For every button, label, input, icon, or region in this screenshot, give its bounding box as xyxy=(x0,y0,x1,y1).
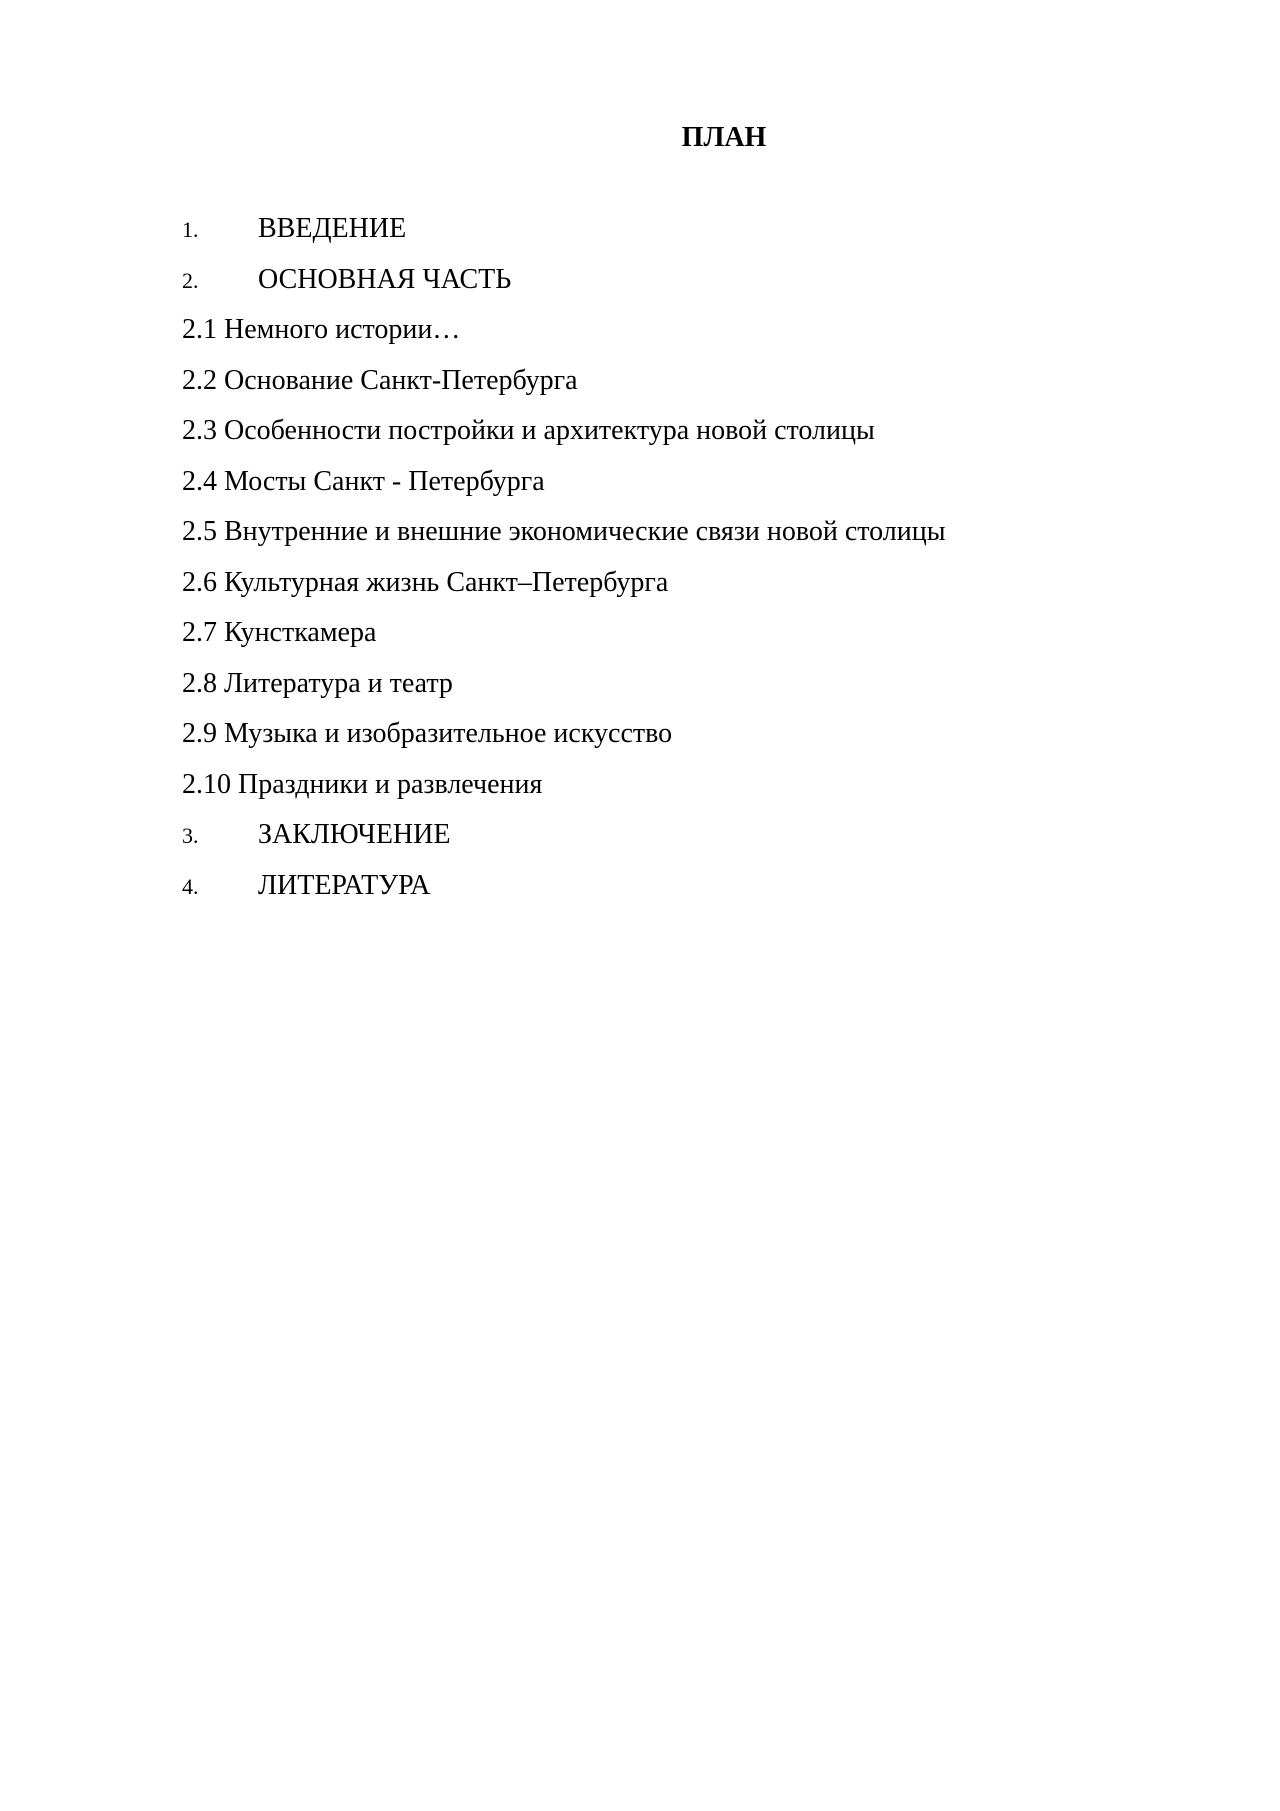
toc-item-label: 2.5 Внутренние и внешние экономические связи новой столицы xyxy=(182,516,946,547)
toc-item-introduction xyxy=(182,209,1182,260)
toc-item-2-2 xyxy=(182,361,1182,412)
toc-item-literature xyxy=(182,866,1182,917)
toc-item-number: 1. xyxy=(182,217,199,242)
toc-item-2-7 xyxy=(182,613,1182,664)
page-title: ПЛАН xyxy=(681,122,767,153)
toc-item-conclusion xyxy=(182,815,1182,866)
toc-item-main-part xyxy=(182,260,1182,311)
toc-item-label: ЗАКЛЮЧЕНИЕ xyxy=(258,819,451,850)
toc-item-2-3 xyxy=(182,411,1182,462)
toc-item-label: 2.3 Особенности постройки и архитектура новой столицы xyxy=(182,415,875,446)
toc-item-label: 2.7 Кунсткамера xyxy=(182,617,377,648)
toc-item-label: 2.1 Немного истории… xyxy=(182,314,461,345)
toc-item-2-4 xyxy=(182,462,1182,513)
toc-item-label: 2.9 Музыка и изобразительное искусство xyxy=(182,718,673,749)
toc-item-2-1 xyxy=(182,310,1182,361)
toc-item-2-10 xyxy=(182,765,1182,816)
toc-item-label: ВВЕДЕНИЕ xyxy=(258,213,407,244)
toc-item-2-9 xyxy=(182,714,1182,765)
toc-item-number: 3. xyxy=(182,823,199,848)
toc-item-2-8 xyxy=(182,664,1182,715)
toc-item-label: ОСНОВНАЯ ЧАСТЬ xyxy=(258,263,512,295)
toc-item-number: 2. xyxy=(182,267,199,293)
toc-item-label: 2.8 Литература и театр xyxy=(182,667,453,699)
toc-item-label: ЛИТЕРАТУРА xyxy=(258,869,431,901)
toc-item-2-5 xyxy=(182,512,1182,563)
toc-item-label: 2.10 Праздники и развлечения xyxy=(182,768,543,800)
table-of-contents xyxy=(182,209,1182,916)
toc-item-2-6 xyxy=(182,563,1182,614)
toc-item-label: 2.6 Культурная жизнь Санкт–Петербурга xyxy=(182,566,669,598)
toc-item-number: 4. xyxy=(182,873,199,899)
toc-item-label: 2.2 Основание Санкт-Петербурга xyxy=(182,364,578,396)
toc-item-label: 2.4 Мосты Санкт - Петербурга xyxy=(182,465,545,497)
